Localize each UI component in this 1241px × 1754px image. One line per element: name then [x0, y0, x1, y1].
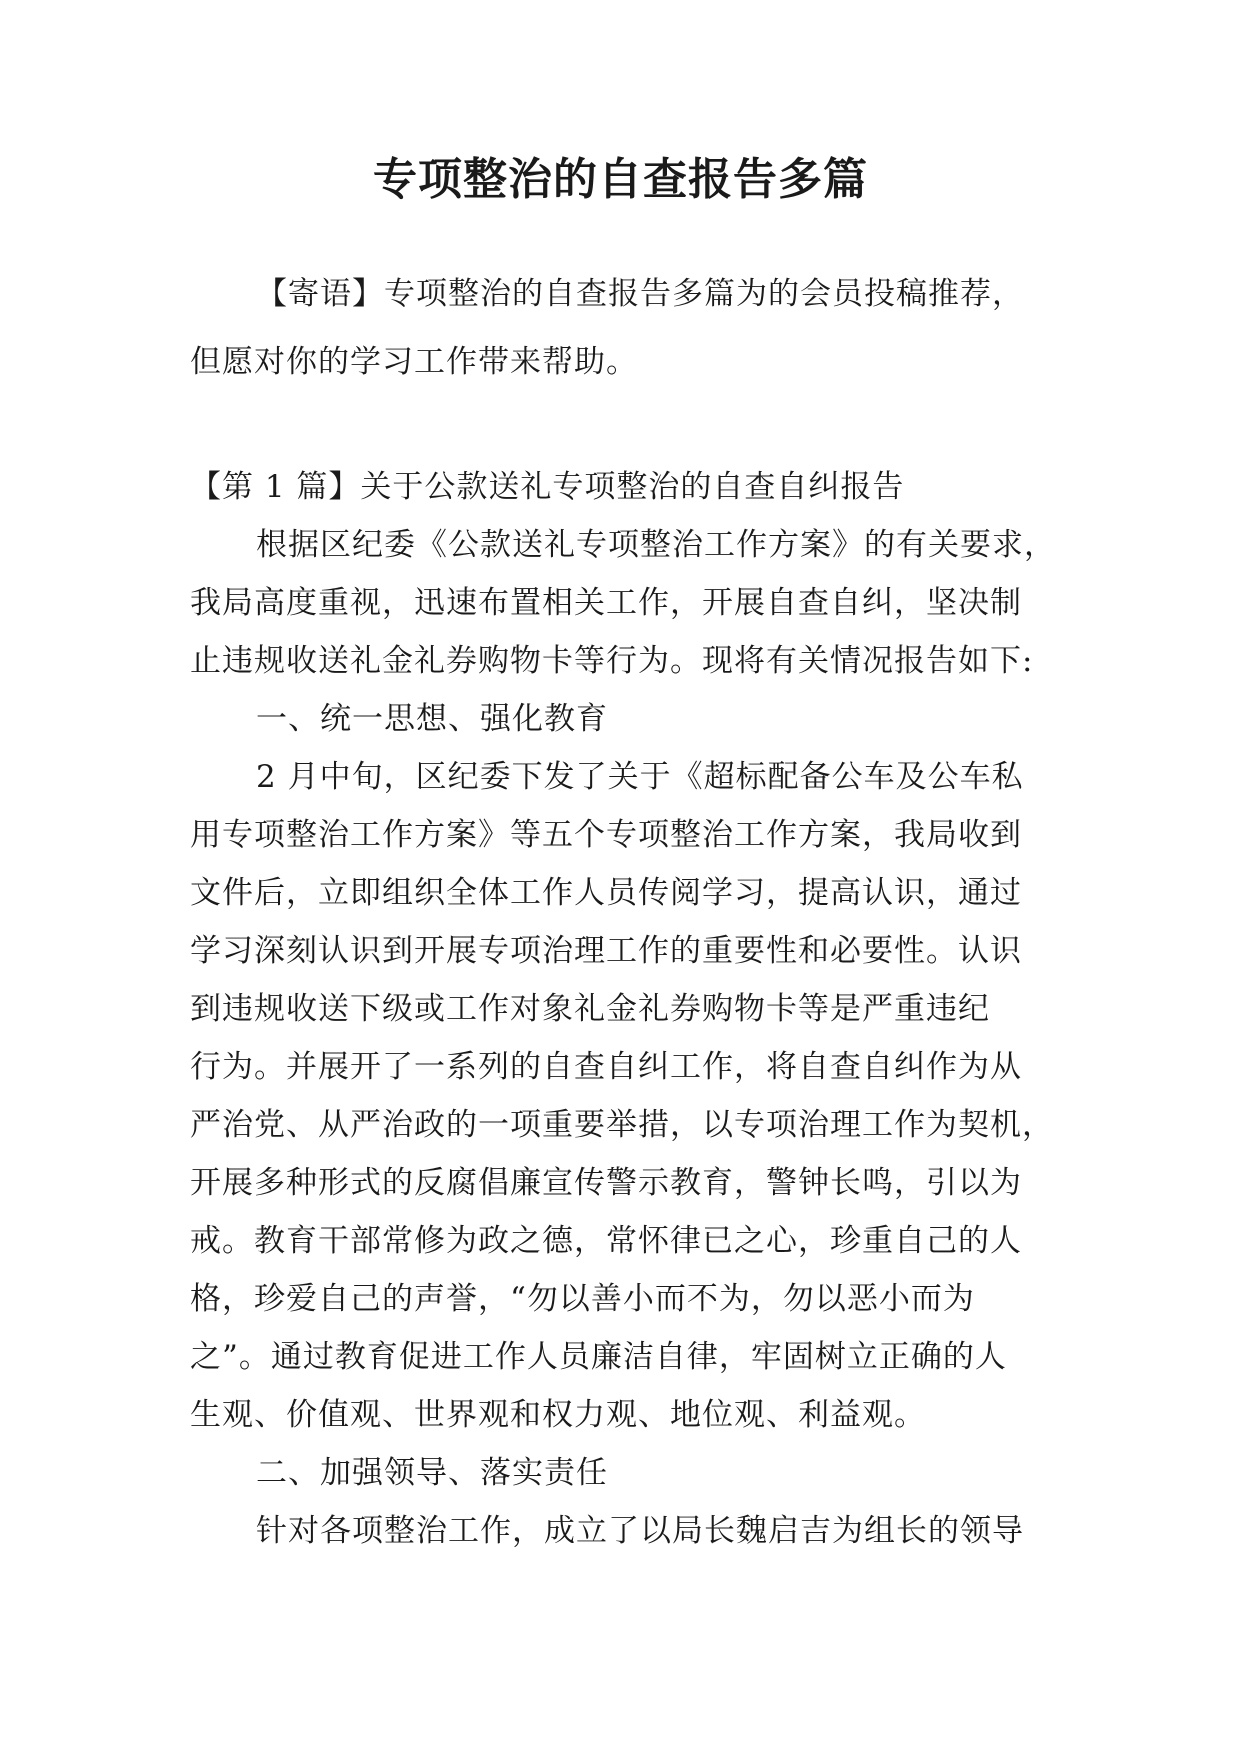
preface — [190, 260, 1050, 396]
paragraph-line: 针对各项整治工作，成立了以局长魏启吉为组长的领导 — [256, 1513, 1024, 1549]
section-heading: 一、统一思想、强化教育 — [256, 701, 608, 737]
section-heading: 二、加强领导、落实责任 — [256, 1455, 608, 1491]
document-title: 专项整治的自查报告多篇 — [373, 154, 868, 205]
article-heading: 【第 1 篇】关于公款送礼专项整治的自查自纠报告 — [190, 469, 905, 505]
paragraph-line: 之”。通过教育促进工作人员廉洁自律，牢固树立正确的人 — [190, 1339, 1007, 1375]
paragraph-line: 格，珍爱自己的声誉，“勿以善小而不为，勿以恶小而为 — [190, 1281, 975, 1317]
paragraph-line: 开展多种形式的反腐倡廉宣传警示教育，警钟长鸣，引以为 — [190, 1165, 1022, 1201]
paragraph-line: 2 月中旬，区纪委下发了关于《超标配备公车及公车私 — [256, 759, 1024, 795]
paragraph-line: 行为。并展开了一系列的自查自纠工作，将自查自纠作为从 — [190, 1049, 1022, 1085]
paragraph-line: 到违规收送下级或工作对象礼金礼券购物卡等是严重违纪 — [190, 991, 990, 1027]
paragraph-line: 严治党、从严治政的一项重要举措，以专项治理工作为契机， — [190, 1107, 1054, 1143]
paragraph-line: 戒。教育干部常修为政之德，常怀律已之心，珍重自己的人 — [190, 1223, 1022, 1259]
preface-line: 【寄语】专项整治的自查报告多篇为的会员投稿推荐， — [256, 276, 1024, 312]
preface-line: 但愿对你的学习工作带来帮助。 — [190, 344, 638, 380]
paragraph-line: 文件后，立即组织全体工作人员传阅学习，提高认识，通过 — [190, 875, 1022, 911]
paragraph-line: 生观、价值观、世界观和权力观、地位观、利益观。 — [190, 1397, 926, 1433]
article-body — [190, 516, 1056, 1560]
paragraph-line: 我局高度重视，迅速布置相关工作，开展自查自纠，坚决制 — [190, 585, 1022, 621]
paragraph-line: 用专项整治工作方案》等五个专项整治工作方案，我局收到 — [190, 817, 1022, 853]
paragraph-line: 止违规收送礼金礼券购物卡等行为。现将有关情况报告如下: — [190, 643, 1034, 679]
paragraph-line: 学习深刻认识到开展专项治理工作的重要性和必要性。认识 — [190, 933, 1022, 969]
paragraph-line: 根据区纪委《公款送礼专项整治工作方案》的有关要求， — [256, 527, 1056, 563]
